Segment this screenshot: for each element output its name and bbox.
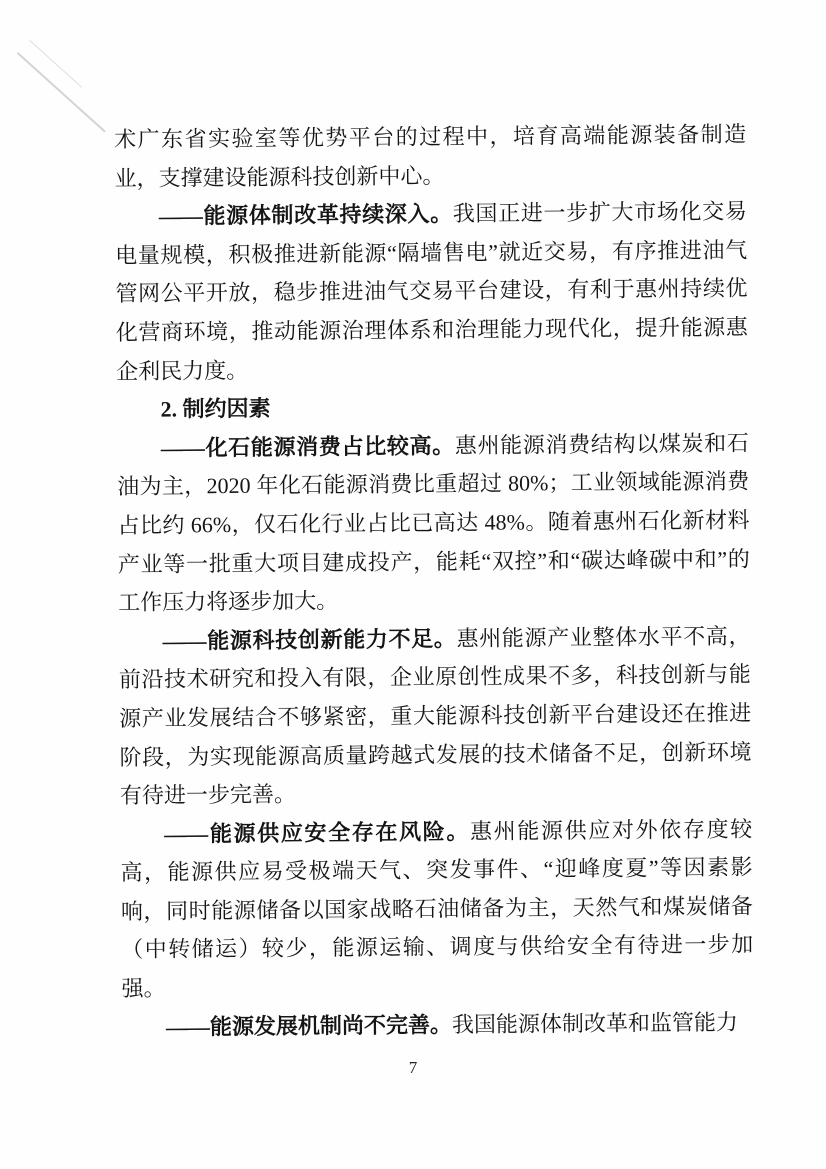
emphasis-text: ——能源供应安全存在风险。 [164, 818, 471, 847]
paragraph [118, 617, 752, 815]
scan-artifact [29, 40, 82, 88]
paragraph [115, 193, 749, 391]
paragraph [117, 424, 751, 622]
body-text: 惠州能源供应对外依存度较高，能源供应易受极端天气、突发事件、“迎峰度夏”等因素影响，同时能源储备以国家战略石油储备为主，天然气和煤炭储备（中转储运）较少，能源运输、调度与供给安全有待进一步加强。 [120, 816, 754, 1002]
body-text: 我国能源体制改革和监管能力 [451, 1009, 739, 1037]
emphasis-text: ——能源科技创新能力不足。 [162, 625, 457, 654]
body-text: 术广东省实验室等优势平台的过程中，培育高端能源装备制造业，支撑建设能源科技创新中心。 [114, 121, 747, 191]
emphasis-text: ——化石能源消费占比较高。 [160, 432, 455, 461]
section-heading [116, 386, 748, 430]
body-text: 惠州能源消费结构以煤炭和石油为主，2020 年化石能源消费比重超过 80%；工业领域能源消费占比约 66%，仅石化行业占比已高达 48%。随着惠州石化新材料产业等一批重大项目建成投产，能耗“双控”和“碳达峰碳中和”的工作压力将逐步加大。 [117, 430, 750, 616]
emphasis-text: ——能源发展机制尚不完善。 [165, 1011, 453, 1040]
emphasis-text: 2. 制约因素 [160, 395, 271, 422]
page-number: 7 [408, 1058, 418, 1077]
paragraph [122, 1003, 754, 1047]
body-text: 惠州能源产业整体水平不高，前沿技术研究和投入有限，企业原创性成果不多，科技创新与能源产业发展结合不够紧密，重大能源科技创新平台建设还在推进阶段，为实现能源高质量跨越式发展的技术储备不足，创新环境有待进一步完善。 [118, 623, 752, 809]
body-text: 我国正进一步扩大市场化交易电量规模，积极推进新能源“隔墙售电”就近交易，有序推进油气管网公平开放，稳步推进油气交易平台建设，有利于惠州持续优化营商环境，推动能源治理体系和治理能力现代化，提升能源惠企利民力度。 [115, 198, 748, 384]
emphasis-text: ——能源体制改革持续深入。 [158, 201, 453, 229]
scan-artifact [17, 52, 106, 132]
paragraph [114, 115, 747, 198]
paragraph [120, 810, 754, 1008]
document-body [114, 115, 754, 1047]
